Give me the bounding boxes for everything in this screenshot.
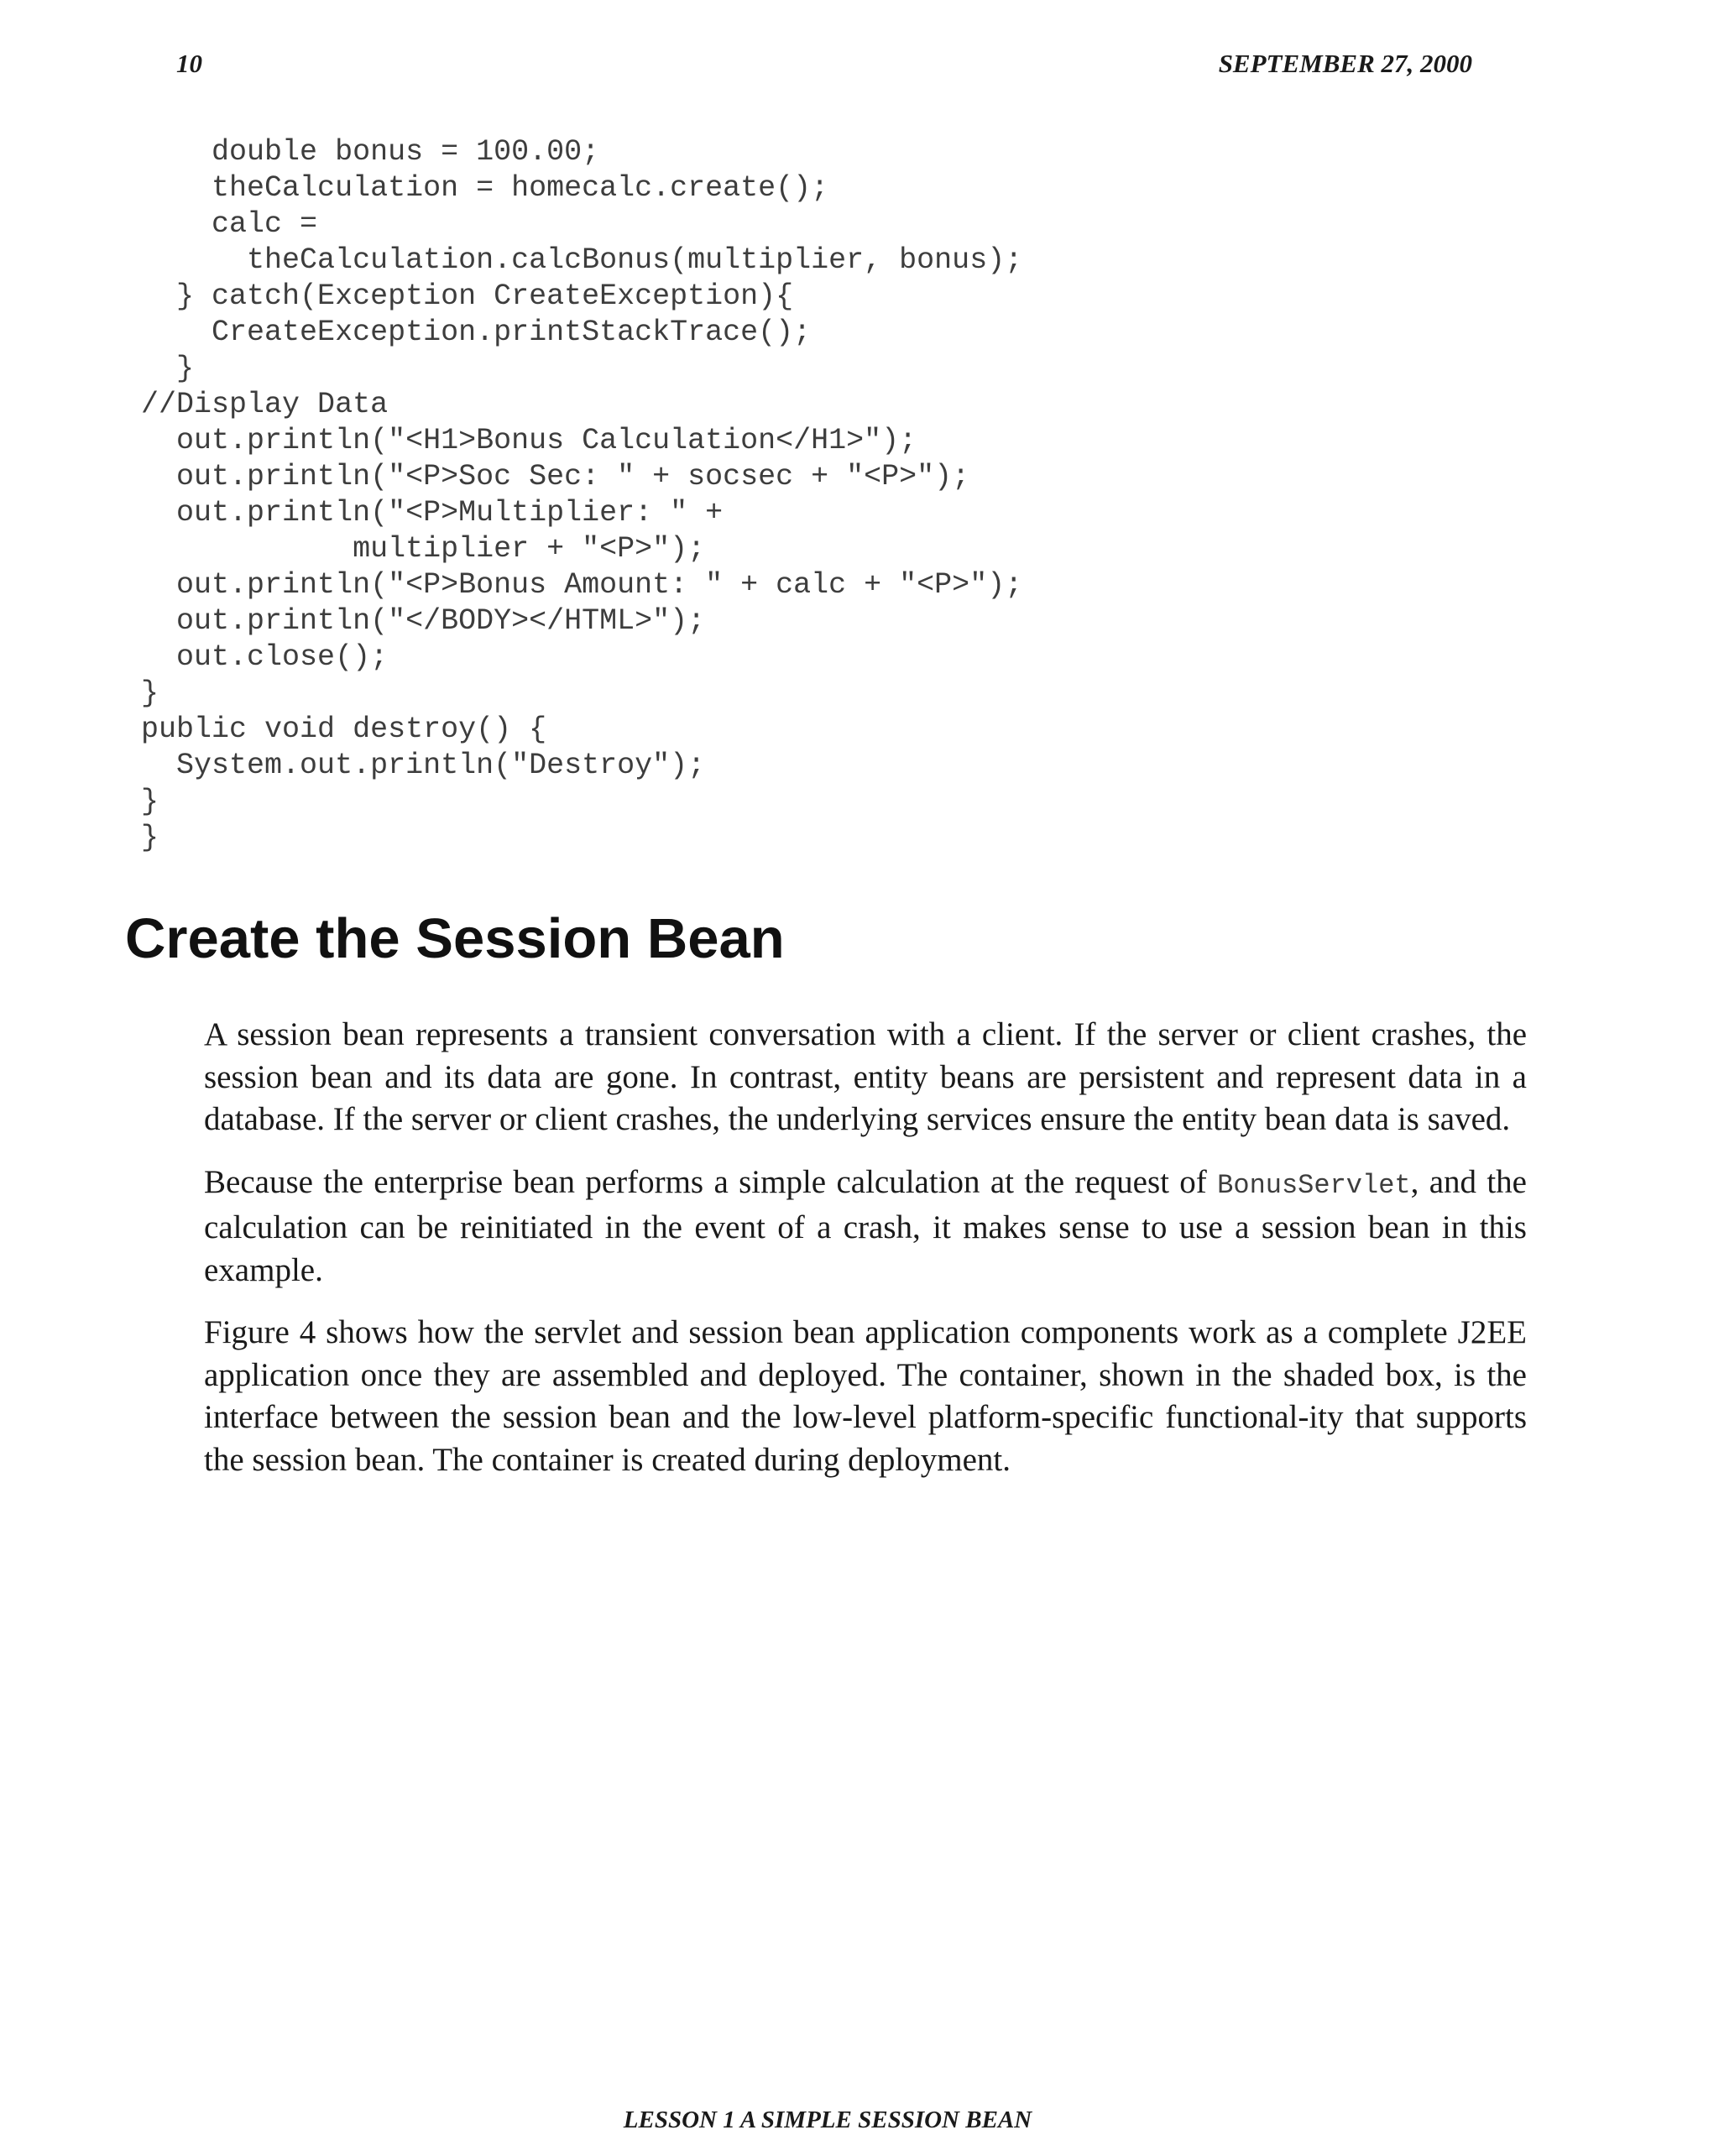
code-listing: [0, 134, 1022, 856]
paragraph: [204, 1162, 1527, 1292]
code-line: } catch(Exception CreateException){: [0, 279, 794, 313]
body-text: [204, 1014, 1527, 1501]
code-line: calc =: [0, 207, 318, 241]
code-line: out.println("<P>Soc Sec: " + socsec + "<P>");: [0, 460, 970, 493]
paragraph: A session bean represents a transient conversation with a client. If the server or client crashes, the session bean and its data are gone. In contrast, entity beans are persistent and represent data in a database. If the server or client crashes, the underlying services ensure the entity bean data is saved.: [204, 1016, 1527, 1137]
code-line: CreateException.printStackTrace();: [0, 316, 812, 349]
code-line: }: [0, 785, 159, 818]
code-line: theCalculation.calcBonus(multiplier, bonus);: [0, 243, 1023, 277]
code-line: }: [0, 352, 195, 385]
inline-code: BonusServlet: [1217, 1169, 1411, 1201]
code-line: System.out.println("Destroy");: [0, 749, 706, 782]
paragraph-text: , and the calculation can be reinitiated in the event of a crash, it makes sense to use a session bean in this example.: [204, 1163, 1527, 1288]
paragraph-text: Because the enterprise bean performs a simple calculation at the request of: [204, 1163, 1218, 1200]
code-line: }: [0, 821, 159, 854]
code-line: //Display Data: [0, 388, 389, 421]
code-line: out.println("<H1>Bonus Calculation</H1>");: [0, 424, 917, 457]
section-heading: Create the Session Bean: [125, 907, 785, 970]
code-line: }: [0, 676, 159, 710]
code-line: out.println("</BODY></HTML>");: [0, 604, 706, 638]
code-line: out.println("<P>Bonus Amount: " + calc + "<P>");: [0, 568, 1023, 602]
code-line: multiplier + "<P>");: [0, 532, 706, 566]
header-date: SEPTEMBER 27, 2000: [1218, 49, 1472, 78]
code-line: double bonus = 100.00;: [0, 135, 600, 169]
code-line: out.println("<P>Multiplier: " +: [0, 496, 724, 530]
paragraph: Figure 4 shows how the servlet and session bean application components work as a complete J2EE application once they are assembled and deployed. The container, shown in the shaded box, is the interface between the session bean and the low-level platform-specific functional-ity that supports the session bean. The container is created during deployment.: [204, 1314, 1527, 1478]
code-line: theCalculation = homecalc.create();: [0, 171, 829, 205]
code-line: public void destroy() {: [0, 713, 547, 746]
page-number: 10: [176, 49, 202, 78]
page-footer: LESSON 1 A SIMPLE SESSION BEAN: [623, 2106, 1032, 2133]
code-line: out.close();: [0, 640, 389, 674]
